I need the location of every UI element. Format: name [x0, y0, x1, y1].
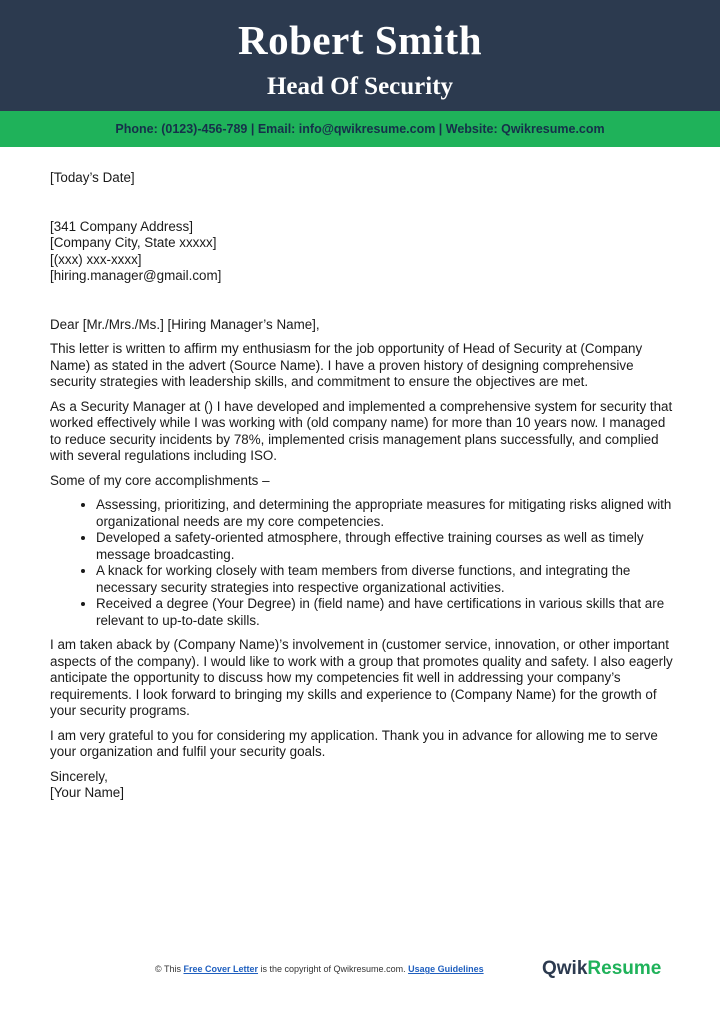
list-item: • Developed a safety-oriented atmosphere, through effective training courses as well as timely message broadcasting. [96, 530, 675, 563]
signature: [Your Name] [50, 785, 124, 800]
paragraph-experience: As a Security Manager at () I have developed and implemented a comprehensive system for security that worked effectively while I was working with (old company name) for more than 10 years now. I managed to reduce security incidents by 78%, implemented crisis management plans successfully, and complied with several regulations including ISO. [50, 398, 673, 463]
list-item: • Received a degree (Your Degree) in (field name) and have certifications in various skills that are relevant to up-to-date skills. [96, 596, 675, 629]
logo-qwik: Qwik [542, 958, 588, 979]
copyright-prefix: © This [155, 964, 184, 974]
closing: Sincerely, [50, 768, 108, 784]
letter-date: [Today’s Date] [50, 170, 135, 185]
list-item: • A knack for working closely with team members from diverse functions, and integrating the necessary security strategies into respective organizational activities. [96, 563, 675, 596]
contact-bar: Phone: (0123)-456-789 | Email: info@qwikresume.com | Website: Qwikresume.com [0, 111, 720, 147]
address-line: [Company City, State xxxxx] [50, 235, 217, 250]
resume-header [0, 0, 720, 111]
logo-resume: Resume [587, 958, 662, 979]
copyright-middle: is the copyright of Qwikresume.com. [258, 964, 409, 974]
address-line: [hiring.manager@gmail.com] [50, 268, 222, 283]
qwikresume-logo[interactable] [542, 958, 661, 980]
job-title: Head Of Security [266, 73, 454, 100]
applicant-name: Robert Smith [237, 17, 482, 63]
paragraph-intro: This letter is written to affirm my enthusiasm for the job opportunity of Head of Security at (Company Name) as stated in the advert (Source Name). I have a proven history of designing comprehensive security strategies with leadership skills, and commitment to ensure the objectives are met. [50, 341, 643, 389]
footer [0, 958, 720, 982]
copyright-notice [155, 964, 484, 974]
address-line: [341 Company Address] [50, 218, 193, 234]
address-line: [(xxx) xxx-xxxx] [50, 251, 142, 267]
paragraph-thanks: I am very grateful to you for considering my application. Thank you in advance for allowing me to serve your organization and fulfil your security goals. [50, 727, 658, 759]
accomplishments-heading: Some of my core accomplishments – [50, 472, 270, 488]
paragraph-company: I am taken aback by (Company Name)’s involvement in (customer service, innovation, or other important aspects of the company). I would like to work with a group that promotes quality and safety. I also eagerly anticipate the opportunity to discuss how my competencies fit well in addressing your company’s requirements. I look forward to bringing my skills and experience to (Company Name) for the growth of your security programs. [50, 637, 673, 718]
free-cover-letter-link[interactable]: Free Cover Letter [183, 964, 259, 974]
usage-guidelines-link[interactable]: Usage Guidelines [408, 964, 484, 974]
accomplishments-list [50, 497, 675, 629]
salutation: Dear [Mr./Mrs./Ms.] [Hiring Manager’s Name], [50, 316, 320, 332]
list-item: • Assessing, prioritizing, and determining the appropriate measures for mitigating risks aligned with organizational needs are my core competencies. [96, 497, 675, 530]
letter-body [50, 170, 675, 802]
